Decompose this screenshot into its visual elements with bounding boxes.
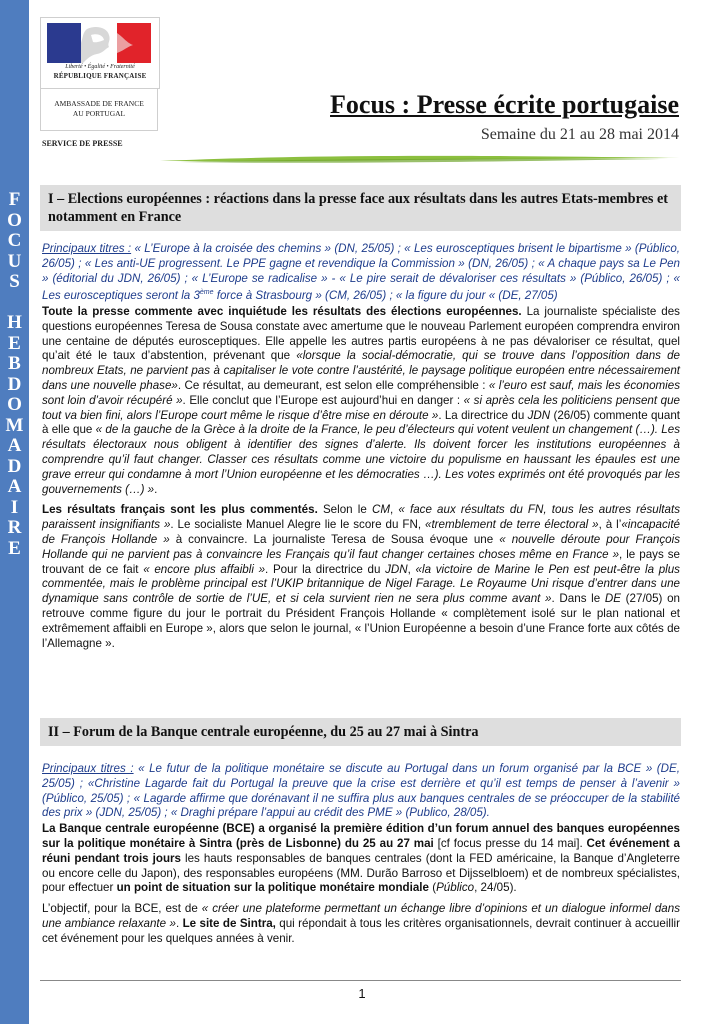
sidebar-letter: H <box>7 312 22 333</box>
sidebar-letter: D <box>7 455 22 477</box>
text-run: . <box>175 916 183 930</box>
green-swoosh-divider <box>160 150 680 168</box>
page-title: Focus : Presse écrite portugaise <box>330 90 679 119</box>
sidebar-letter: O <box>7 209 22 231</box>
quote: « encore plus affaibli » <box>143 562 266 576</box>
quote: « créer une plateforme permettant un échange libre d’opinions et un dialogue informel dans une ambiance relaxante » <box>42 902 680 930</box>
section-2-body <box>42 762 680 953</box>
quote: «lorsque la social-démocratie, qui se trouve dans l’opposition dans de nombreux Etats, ne parvient pas à capitaliser le vote contre l’austérité, le paysage politique européen entre nécessairement dans une nouvelle phase» <box>42 349 680 393</box>
newspaper-name: JDN <box>385 562 408 576</box>
sidebar-letter: B <box>8 353 21 374</box>
text-run: La journaliste spécialiste des questions européennes Teresa de Sousa constate avec amertume que le nouveau Parlement européen comprendra environ une centaine de députés eurosceptiques. Elle appelle les autres partis européens à ne pas dévaloriser ce résultat, quel qu’ait été le taux d’abstention, prévenant que <box>42 305 680 363</box>
republic-motto: Liberté • Égalité • Fraternité <box>65 64 135 70</box>
sidebar-letter: S <box>9 271 20 292</box>
sidebar-letter: M <box>5 414 24 436</box>
text-run: , <box>407 562 416 576</box>
text-run: . Le socialiste Manuel Alegre lie le score du FN, <box>170 518 425 532</box>
embassy-box <box>40 88 158 131</box>
section-2-titles <box>42 762 680 821</box>
titles-superscript: ème <box>199 289 214 297</box>
text-run: . Elle conclut que l’Europe est aujourd’hui en danger : <box>182 393 464 407</box>
text-run: Selon le <box>317 503 372 517</box>
titles-text-b: force à Strasbourg » (CM, 26/05) ; « la figure du jour « (DE, 27/05) <box>213 289 558 303</box>
quote: «la victoire de Marine le Pen est peut-être la plus commentée, mais le problème principal est l’UKIP britannique de Nigel Farage. Le Royaume Uni risque d’entrer dans une dynamique sans contrôle de sortie de l’UE, et si cela survient rien ne sera plus comme avant » <box>42 562 680 606</box>
text-run: , <box>389 503 399 517</box>
sidebar-letter: E <box>8 332 21 354</box>
text-run: ( <box>428 881 437 895</box>
sidebar-letter: C <box>7 230 22 251</box>
text-run: . La directrice du <box>438 408 528 422</box>
sidebar-letter: I <box>10 496 19 518</box>
titles-label: Principaux titres : <box>42 762 134 775</box>
sidebar-letter: U <box>7 250 22 272</box>
newspaper-name: DE <box>604 592 621 606</box>
lead-sentence: Toute la presse commente avec inquiétude les résultats des élections européennes. <box>42 305 522 319</box>
sidebar-letter: F <box>8 189 21 210</box>
sidebar-letter: A <box>7 435 22 456</box>
titles-text: « Le futur de la politique monétaire se discute au Portugal dans un forum organisé par la BCE » (DE, 25/05) ; «Christine Lagarde fait du Portugal la preuve que la crise est derrière et qu’il est temps de penser à l’avenir » (Público, 25/05) ; « Lagarde affirme que dorénavant il ne suffira plus aux banques centrales de se préoccuper de la stabilité des prix » (JDN, 25/05) ; « Draghi prépare l’appui au crédit des PME » (Publico, 28/05). <box>42 762 680 820</box>
text-run: , à l’ <box>598 518 622 532</box>
section-2-heading: II – Forum de la Banque centrale européenne, du 25 au 27 mai à Sintra <box>40 718 681 746</box>
titles-label: Principaux titres : <box>42 242 132 255</box>
embassy-line-1: AMBASSADE DE FRANCE <box>54 99 144 108</box>
titles-text-a: « L’Europe à la croisée des chemins » (DN, 25/05) ; « Les eurosceptiques brisent le bipartisme » (Público, 26/05) ; « Les anti-UE progressent. Le PPE gagne et revendique la Commission » (DN, 26/05) ; « A chaque pays sa Le Pen » (éditorial du JDN, 26/05) ; « L’Europe se radicalise » - « Le pire serait de dévaloriser ces résultats » (Público, 26/05) ; « Les eurosceptiques seront la 3 <box>42 242 681 303</box>
sidebar-letter: D <box>7 373 22 395</box>
sidebar-letter: O <box>7 394 22 415</box>
quote: « de la gauche de la Grèce à la droite de la France, le peu d’électeurs qui votent veulent un changement (…). Les résultats électoraux nous obligent à identifier des signes d’alerte. Ils doivent forcer les institutions européennes à comprendre qu’il faut changer. Classer ces résultats comme une victoire du populisme en haussant les épaules est une grave erreur qui condamne à mort l’Union européenne et les démocraties …). Les votes exprimés ont été provoqués par les gouvernements (…) » <box>42 423 680 496</box>
section-2-paragraph-1 <box>42 822 680 896</box>
text-run: . Pour la directrice du <box>265 562 386 576</box>
text-run: , 24/05). <box>474 881 517 895</box>
quote: « si après cela les politiciens pensent que tout va bien fini, alors l’Europe court même le risque d’être mise en déroute » <box>42 393 680 422</box>
bold-run: un point de situation sur la politique monétaire mondiale <box>116 881 429 895</box>
bold-run: Le site de Sintra, <box>182 916 276 930</box>
footer-divider <box>40 980 681 981</box>
republic-name: RÉPUBLIQUE FRANÇAISE <box>53 72 147 80</box>
section-2-paragraph-2 <box>42 902 680 946</box>
quote: «tremblement de terre électoral » <box>425 518 599 532</box>
text-run: . Dans le <box>551 592 605 606</box>
section-1-paragraph-1 <box>42 305 680 497</box>
text-run: à convaincre. La journaliste Teresa de Sousa évoque une <box>169 533 500 546</box>
embassy-line-2: AU PORTUGAL <box>72 109 126 118</box>
page-number: 1 <box>358 986 366 1001</box>
quote: « l’euro est sauf, mais les économies sont loin d’avoir récupéré » <box>42 379 680 407</box>
section-1-heading: I – Elections européennes : réactions dans la presse face aux résultats dans les autres Etats-membres et notamment en France <box>40 185 681 231</box>
bold-run: Cet événement a réuni pendant trois jours <box>42 836 680 865</box>
text-run: [cf focus presse du 14 mai]. <box>433 836 587 850</box>
text-run: . <box>154 482 158 496</box>
text-run: , le pays se trouvant de ce fait <box>42 547 680 576</box>
newspaper-name: JDN <box>527 408 551 422</box>
section-1-titles <box>42 242 680 304</box>
newspaper-name: CM <box>371 503 390 517</box>
lead-sentence: Les résultats français sont les plus commentés. <box>42 503 318 517</box>
week-subtitle: Semaine du 21 au 28 mai 2014 <box>480 126 679 143</box>
newspaper-name: Público <box>436 881 475 895</box>
marianne-logo-icon <box>47 23 151 63</box>
text-run: L’objectif, pour la BCE, est de <box>42 902 202 916</box>
quote: « nouvelle déroute pour François Hollande qui ne parvient pas à convaincre les Français qu’il faut changer certaines choses même en France » <box>42 533 680 561</box>
text-run: qui répondait à tous les critères organisationnels, devrait continuer à accueillir cet événement pour les quelques années à venir. <box>42 916 680 945</box>
sidebar-letter: A <box>7 476 22 497</box>
text-run: (27/05) on retrouve comme figure du jour le portrait du Président François Hollande « complètement isolé sur le plan national et extrêmement affaibli en Europe », alors que selon le journal, « l’Union Européenne a besoin d’une France forte aux côtés de l’Allemagne ». <box>42 592 681 650</box>
press-service-label: SERVICE DE PRESSE <box>42 139 123 148</box>
quote: «incapacité de François Hollande » <box>42 518 680 546</box>
text-run: les hauts responsables de banques centrales (dont la FED américaine, la Banque d’Angleterre ou encore celle du Japon), des responsables européens (MM. Durão Barroso et Dijsselbloem) et de nombreux spécialistes, pour effectuer <box>42 851 680 895</box>
republique-francaise-logo <box>40 17 160 89</box>
quote: « face aux résultats du FN, tous les autres résultats paraissent insignifiants » <box>42 503 680 532</box>
sidebar-letter <box>0 293 29 314</box>
bold-run: La Banque centrale européenne (BCE) a organisé la première édition d’un forum annuel des banques européennes sur la politique monétaire à Sintra (près de Lisbonne) du 25 au 27 mai <box>42 822 680 850</box>
section-1-body <box>42 242 680 657</box>
text-run: . Ce résultat, au demeurant, est selon elle compréhensible : <box>177 379 489 393</box>
focus-hebdomadaire-vertical-text <box>0 190 29 559</box>
sidebar-letter: R <box>7 517 22 538</box>
text-run: (26/05) commente quant à elle que <box>42 408 680 437</box>
section-1-paragraph-2 <box>42 503 680 651</box>
sidebar-letter: E <box>8 537 21 559</box>
